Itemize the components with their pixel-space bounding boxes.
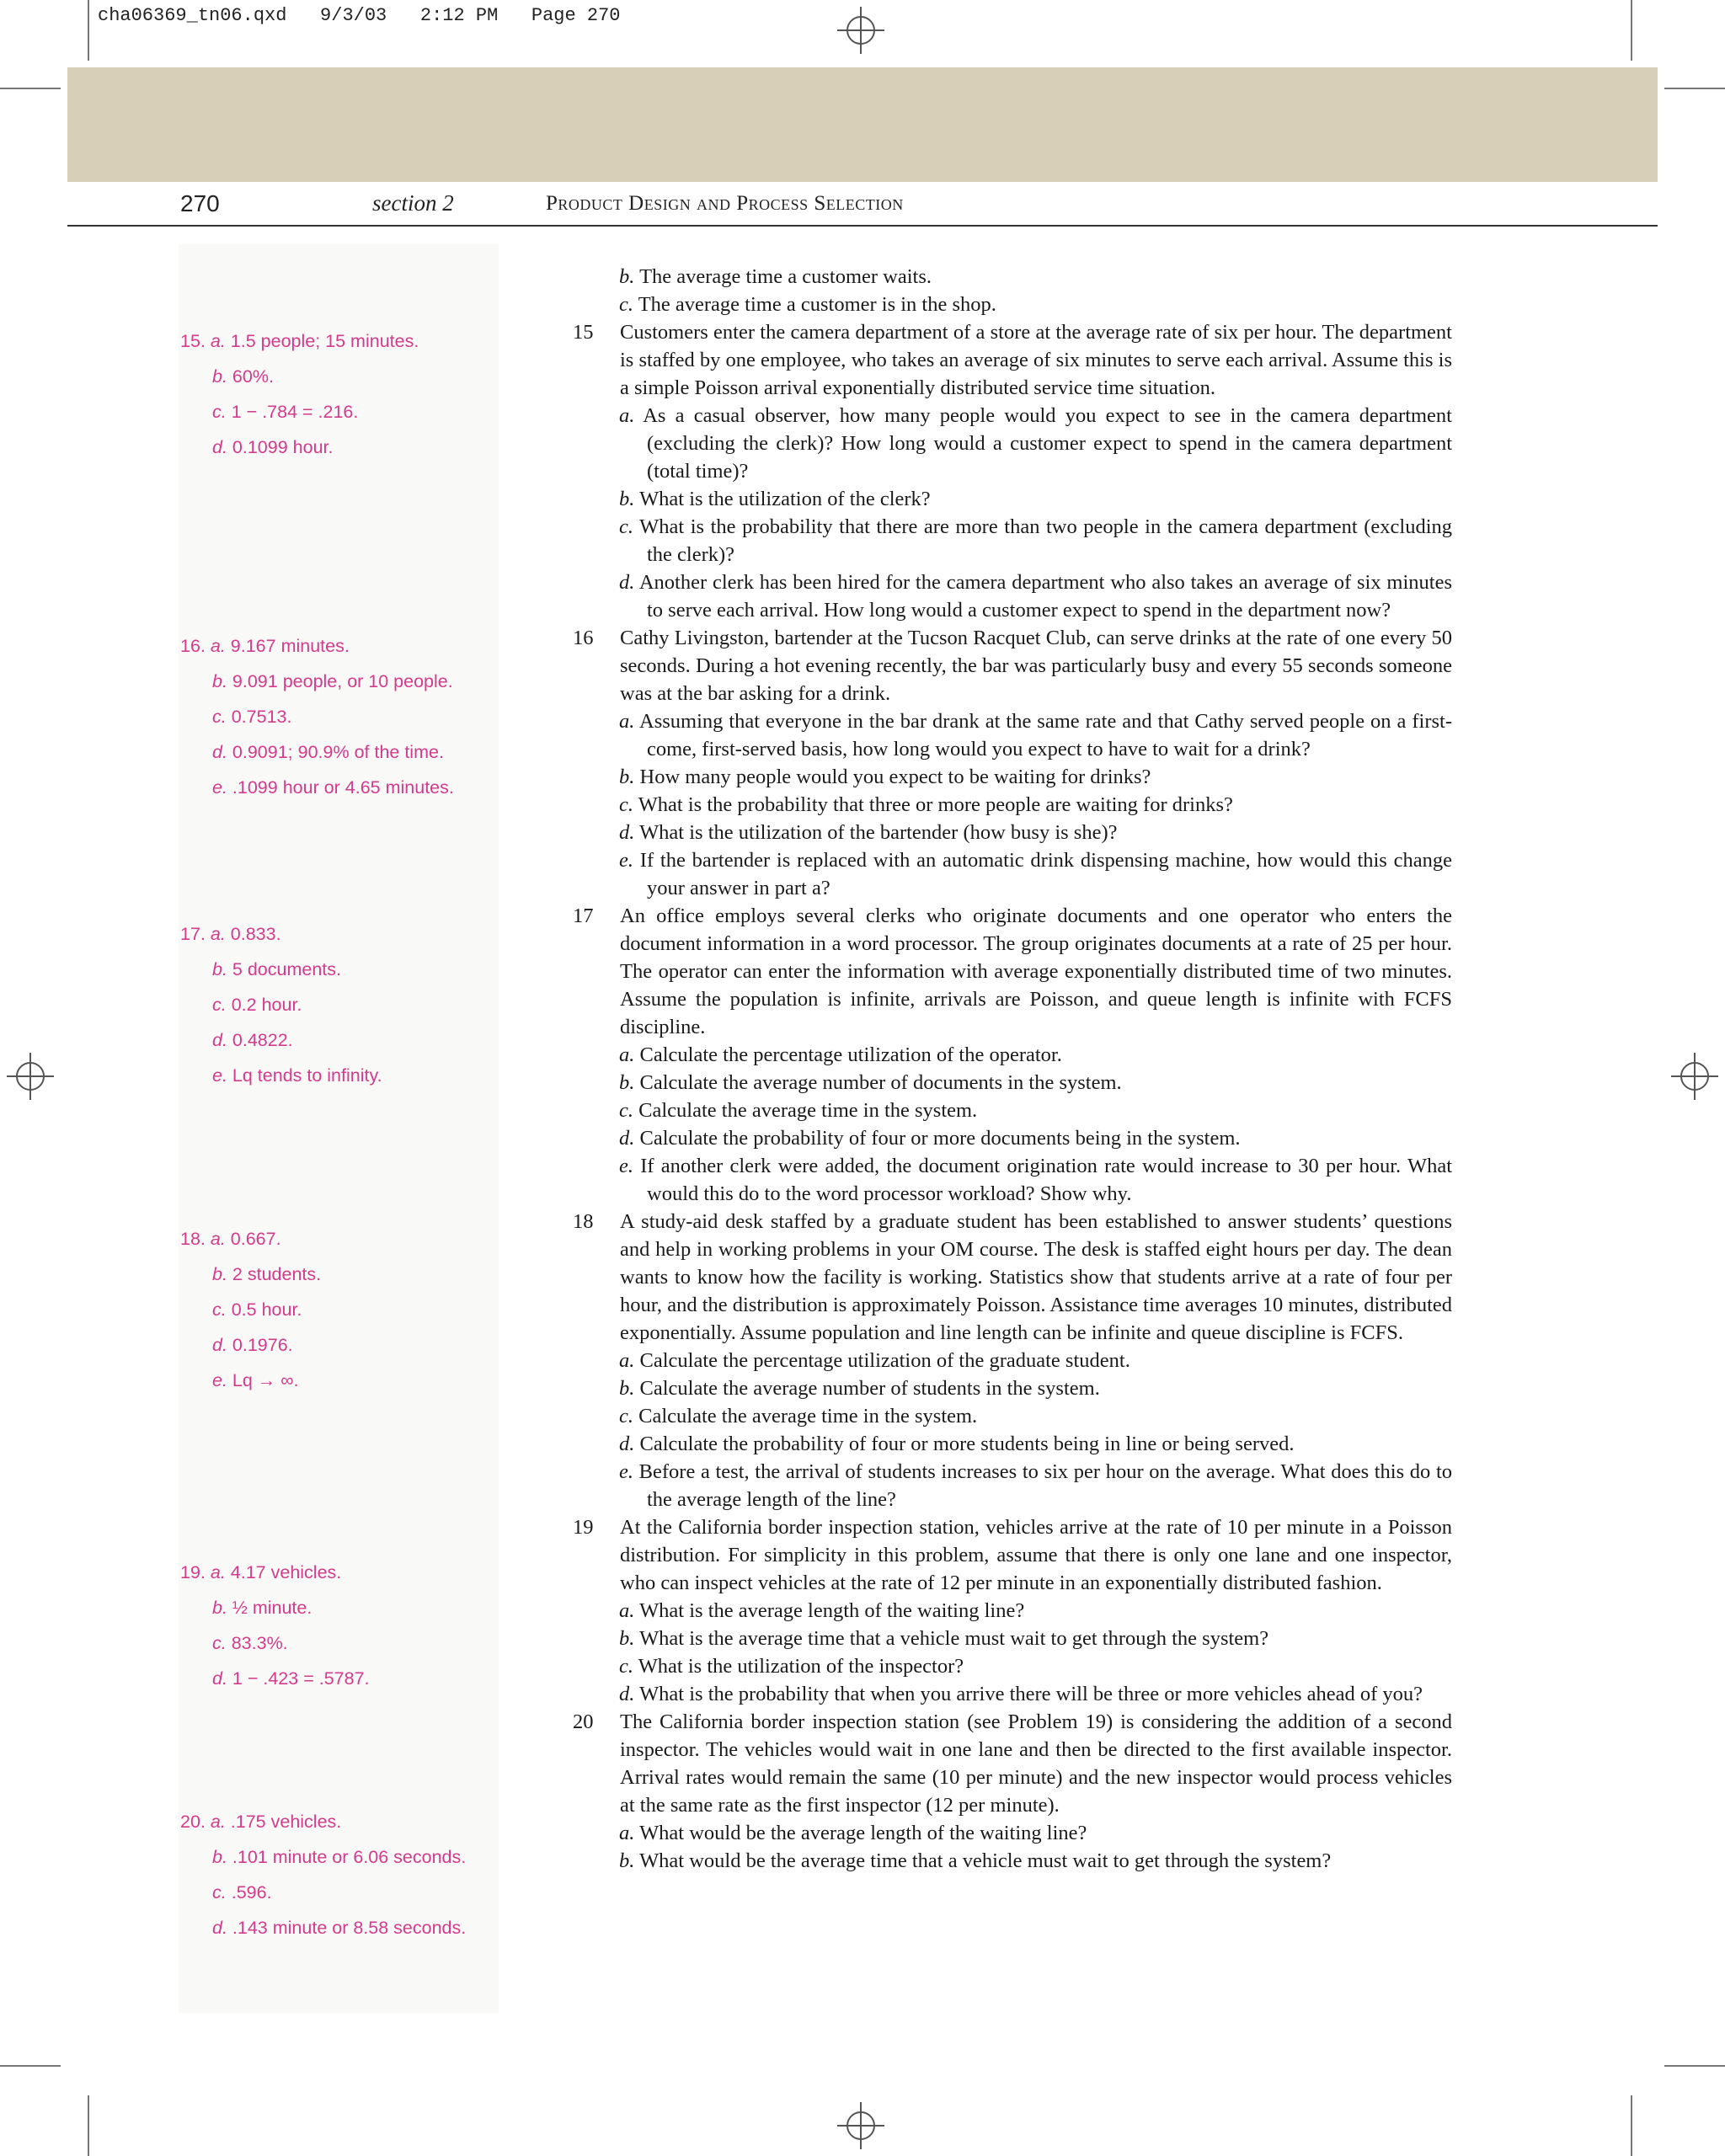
answer-text: Lq tends to infinity. bbox=[232, 1065, 382, 1086]
answer-line bbox=[180, 1661, 500, 1696]
problem-17 bbox=[571, 902, 1452, 1041]
answer-line bbox=[180, 1590, 500, 1625]
part-item bbox=[571, 402, 1452, 485]
part-item bbox=[571, 513, 1452, 568]
part-item bbox=[571, 1458, 1452, 1513]
answer-number: 19. bbox=[180, 1562, 206, 1582]
answer-margin bbox=[179, 244, 499, 2013]
part-label: a. bbox=[619, 1349, 635, 1372]
part-text: Calculate the average number of students in the system. bbox=[639, 1377, 1100, 1400]
registration-mark-icon bbox=[837, 2102, 884, 2149]
crop-mark bbox=[0, 88, 61, 89]
part-label: b. bbox=[619, 265, 635, 288]
problem-20 bbox=[571, 1708, 1452, 1819]
part-label: c. bbox=[619, 1099, 633, 1122]
part-text: The average time a customer waits. bbox=[639, 265, 932, 288]
answer-number: 20. bbox=[180, 1812, 206, 1832]
part-item bbox=[571, 707, 1452, 763]
part-label: e. bbox=[619, 1155, 633, 1177]
answer-number: 15. bbox=[180, 331, 206, 351]
part-text: Before a test, the arrival of students increases to six per hour on the average. What does this do to the average length of the line? bbox=[638, 1460, 1452, 1511]
part-item bbox=[571, 1402, 1452, 1430]
part-text: Calculate the probability of four or more documents being in the system. bbox=[639, 1127, 1241, 1150]
crop-mark bbox=[1664, 2065, 1725, 2067]
answer-line bbox=[180, 952, 500, 987]
part-label: a. bbox=[619, 404, 635, 427]
answer-line bbox=[180, 916, 500, 952]
answer-label: e. bbox=[212, 1370, 227, 1390]
answer-label: d. bbox=[212, 1335, 227, 1355]
part-text: What is the probability that three or more people are waiting for drinks? bbox=[638, 793, 1233, 816]
answer-line bbox=[180, 394, 500, 430]
problem-stem: A study-aid desk staffed by a graduate student has been established to answer students’ questions and help in working problems in your OM course. The desk is staffed eight hours per day. The dean wants to know how the facility is working. Statistics show that students arrive at a rate of four per hour, and the distribution is approximately Poisson. Assistance time averages 10 minutes, distributed exponentially. Assume population and line length can be infinite and queue discipline is FCFS. bbox=[620, 1210, 1452, 1344]
part-label: a. bbox=[619, 1822, 635, 1844]
answer-text: .175 vehicles. bbox=[230, 1812, 342, 1832]
part-text: The average time a customer is in the shop. bbox=[638, 293, 996, 316]
part-label: c. bbox=[619, 293, 633, 316]
part-item bbox=[571, 568, 1452, 624]
answer-number: 18. bbox=[180, 1229, 206, 1249]
answer-number: 17. bbox=[180, 924, 206, 944]
part-text: Calculate the average time in the system. bbox=[638, 1405, 978, 1428]
answer-line bbox=[180, 1327, 500, 1363]
answer-label: d. bbox=[212, 1030, 227, 1050]
registration-mark-icon bbox=[837, 7, 884, 54]
answer-label: a. bbox=[210, 1562, 226, 1582]
answer-text: 5 documents. bbox=[232, 959, 341, 979]
part-label: e. bbox=[619, 849, 633, 872]
part-text: If the bartender is replaced with an automatic drink dispensing machine, how would this change your answer in part a? bbox=[639, 849, 1453, 899]
answer-text: 9.167 minutes. bbox=[230, 636, 350, 656]
part-text: Calculate the average time in the system. bbox=[638, 1099, 978, 1122]
answer-line bbox=[180, 1555, 500, 1590]
answer-line bbox=[180, 734, 500, 770]
answer-line bbox=[180, 430, 500, 465]
answer-text: .1099 hour or 4.65 minutes. bbox=[232, 777, 454, 798]
running-head: Product Design and Process Selection bbox=[546, 192, 904, 215]
part-item bbox=[571, 291, 1452, 318]
answer-text: 0.667. bbox=[230, 1229, 281, 1249]
part-label: b. bbox=[619, 1627, 635, 1650]
problem-text bbox=[571, 263, 1452, 1875]
answer-text: 4.17 vehicles. bbox=[230, 1562, 342, 1582]
answer-line bbox=[180, 359, 500, 394]
problem-stem: The California border inspection station (see Problem 19) is considering the addition of a second inspector. The vehicles would wait in one lane and then be directed to the first available inspector. Arrival rates would remain the same (10 per minute) and the new inspector would process vehicles at the same rate as the first inspector (12 per minute). bbox=[620, 1710, 1452, 1817]
answer-text: 60%. bbox=[232, 366, 274, 387]
answer-label: e. bbox=[212, 777, 227, 798]
answer-text: 0.2 hour. bbox=[231, 995, 302, 1015]
answer-label: e. bbox=[212, 1065, 227, 1086]
crop-mark bbox=[1631, 2095, 1632, 2156]
answer-label: c. bbox=[212, 707, 227, 727]
problem-number: 19 bbox=[573, 1516, 594, 1539]
part-item bbox=[571, 1041, 1452, 1069]
part-text: What is the probability that when you arrive there will be three or more vehicles ahead of you? bbox=[639, 1683, 1423, 1705]
answer-text: 1 − .784 = .216. bbox=[231, 402, 359, 422]
answer-text: 1 − .423 = .5787. bbox=[232, 1668, 370, 1689]
registration-mark-icon bbox=[1671, 1053, 1718, 1100]
answer-label: a. bbox=[210, 924, 226, 944]
part-text: Calculate the average number of documents in the system. bbox=[639, 1071, 1122, 1094]
problem-list bbox=[571, 318, 1452, 1875]
answer-label: c. bbox=[212, 1882, 227, 1903]
answer-line bbox=[180, 1804, 500, 1839]
part-label: c. bbox=[619, 1405, 633, 1428]
part-label: b. bbox=[619, 766, 635, 788]
part-item bbox=[571, 1347, 1452, 1374]
problem-stem: Cathy Livingston, bartender at the Tucson Racquet Club, can serve drinks at the rate of one every 50 seconds. During a hot evening recently, the bar was particularly busy and every 55 seconds someone was at the bar asking for a drink. bbox=[620, 627, 1452, 705]
answer-text: .143 minute or 8.58 seconds. bbox=[232, 1918, 467, 1938]
part-text: What is the probability that there are more than two people in the camera department (excluding the clerk)? bbox=[639, 515, 1452, 566]
header-rule bbox=[67, 225, 1658, 227]
answer-number: 16. bbox=[180, 636, 206, 656]
crop-mark bbox=[88, 0, 89, 61]
part-text: What is the utilization of the bartender (how busy is she)? bbox=[639, 821, 1118, 844]
part-text: What is the average length of the waiting line? bbox=[639, 1599, 1025, 1622]
answer-label: a. bbox=[210, 1229, 226, 1249]
answer-label: d. bbox=[212, 1668, 227, 1689]
part-label: d. bbox=[619, 821, 635, 844]
answer-text: 0.9091; 90.9% of the time. bbox=[232, 742, 444, 762]
answer-line bbox=[180, 987, 500, 1022]
part-text: Calculate the percentage utilization of the operator. bbox=[639, 1043, 1062, 1066]
answer-label: c. bbox=[212, 402, 227, 422]
answer-line bbox=[180, 1221, 500, 1257]
answer-label: b. bbox=[212, 1598, 227, 1618]
part-text: Calculate the probability of four or more students being in line or being served. bbox=[639, 1433, 1295, 1455]
part-text: Assuming that everyone in the bar drank at the same rate and that Cathy served people on a first-come, first-served basis, how long would you expect to have to wait for a drink? bbox=[639, 710, 1452, 760]
part-label: d. bbox=[619, 571, 635, 594]
answer-label: c. bbox=[212, 995, 227, 1015]
answer-line bbox=[180, 699, 500, 734]
part-text: Calculate the percentage utilization of the graduate student. bbox=[639, 1349, 1130, 1372]
answer-line bbox=[180, 1022, 500, 1058]
part-item bbox=[571, 1847, 1452, 1875]
part-item bbox=[571, 1152, 1452, 1208]
answer-text: 0.5 hour. bbox=[231, 1299, 302, 1320]
part-item bbox=[571, 1625, 1452, 1652]
problem-number: 18 bbox=[573, 1210, 594, 1233]
part-item bbox=[571, 1069, 1452, 1097]
header-band bbox=[67, 67, 1658, 182]
problem-15 bbox=[571, 318, 1452, 402]
part-item bbox=[571, 1124, 1452, 1152]
problem-number: 15 bbox=[573, 321, 594, 344]
answer-text: Lq → ∞. bbox=[232, 1370, 299, 1390]
part-text: If another clerk were added, the document origination rate would increase to 30 per hour. What would this do to the word processor workload? Show why. bbox=[640, 1155, 1453, 1205]
part-item bbox=[571, 263, 1452, 291]
answer-line bbox=[180, 323, 500, 359]
part-label: b. bbox=[619, 1071, 635, 1094]
answer-line bbox=[180, 1257, 500, 1292]
crop-mark bbox=[88, 2095, 89, 2156]
part-text: What would be the average time that a vehicle must wait to get through the system? bbox=[639, 1849, 1332, 1872]
part-label: b. bbox=[619, 488, 635, 510]
problem-number: 17 bbox=[573, 905, 594, 927]
problem-stem: At the California border inspection station, vehicles arrive at the rate of 10 per minute in a Poisson distribution. For simplicity in this problem, assume that there is only one lane and one inspector, who can inspect vehicles at the rate of 12 per minute in an exponentially distributed fashion. bbox=[620, 1516, 1452, 1594]
part-label: a. bbox=[619, 1043, 635, 1066]
answer-label: d. bbox=[212, 742, 227, 762]
answer-text: 0.4822. bbox=[232, 1030, 293, 1050]
answer-text: 9.091 people, or 10 people. bbox=[232, 671, 453, 691]
part-label: b. bbox=[619, 1377, 635, 1400]
part-item bbox=[571, 791, 1452, 819]
answer-text: 0.7513. bbox=[231, 707, 292, 727]
answer-label: c. bbox=[212, 1633, 227, 1653]
answer-block-18 bbox=[180, 1221, 500, 1398]
problem-18 bbox=[571, 1208, 1452, 1347]
part-text: What would be the average length of the waiting line? bbox=[639, 1822, 1087, 1844]
registration-mark-icon bbox=[7, 1053, 54, 1100]
answer-line bbox=[180, 664, 500, 699]
answer-label: b. bbox=[212, 1264, 227, 1284]
part-text: Another clerk has been hired for the camera department who also takes an average of six minutes to serve each arrival. How long would a customer expect to spend in the department now? bbox=[638, 571, 1452, 622]
part-item bbox=[571, 846, 1452, 902]
answer-label: b. bbox=[212, 366, 227, 387]
answer-text: .596. bbox=[231, 1882, 272, 1903]
part-label: c. bbox=[619, 793, 633, 816]
part-label: e. bbox=[619, 1460, 633, 1483]
part-item bbox=[571, 763, 1452, 791]
problem-19 bbox=[571, 1513, 1452, 1597]
answer-label: d. bbox=[212, 1918, 227, 1938]
answer-text: 83.3%. bbox=[231, 1633, 288, 1653]
file-slug: cha06369_tn06.qxd 9/3/03 2:12 PM Page 270 bbox=[98, 5, 621, 26]
answer-block-19 bbox=[180, 1555, 500, 1696]
answer-line bbox=[180, 1058, 500, 1093]
answer-label: a. bbox=[210, 1812, 226, 1832]
part-text: What is the utilization of the clerk? bbox=[639, 488, 931, 510]
answer-line bbox=[180, 1625, 500, 1661]
crop-mark bbox=[0, 2065, 61, 2067]
crop-mark bbox=[1631, 0, 1632, 61]
answer-label: b. bbox=[212, 671, 227, 691]
problem-number: 16 bbox=[573, 627, 594, 649]
answer-line bbox=[180, 1292, 500, 1327]
part-item bbox=[571, 819, 1452, 846]
answer-block-20 bbox=[180, 1804, 500, 1945]
problem-16 bbox=[571, 624, 1452, 707]
part-label: a. bbox=[619, 1599, 635, 1622]
answer-line bbox=[180, 1839, 500, 1875]
part-text: How many people would you expect to be waiting for drinks? bbox=[639, 766, 1151, 788]
answer-label: a. bbox=[210, 331, 226, 351]
answer-line bbox=[180, 1910, 500, 1945]
answer-label: a. bbox=[210, 636, 226, 656]
part-item bbox=[571, 1652, 1452, 1680]
problem-stem: An office employs several clerks who originate documents and one operator who enters the document information in a word processor. The group originates documents at a rate of 25 per hour. The operator can enter the information with average exponentially distributed time of two minutes. Assume the population is infinite, arrivals are Poisson, and queue length is infinite with FCFS discipline. bbox=[620, 905, 1452, 1038]
part-label: c. bbox=[619, 515, 633, 538]
answer-text: .101 minute or 6.06 seconds. bbox=[232, 1847, 467, 1867]
answer-text: ½ minute. bbox=[232, 1598, 312, 1618]
answer-text: 2 students. bbox=[232, 1264, 322, 1284]
part-label: d. bbox=[619, 1683, 635, 1705]
answer-text: 1.5 people; 15 minutes. bbox=[230, 331, 419, 351]
answer-label: d. bbox=[212, 437, 227, 457]
part-text: What is the average time that a vehicle must wait to get through the system? bbox=[639, 1627, 1269, 1650]
part-label: d. bbox=[619, 1433, 635, 1455]
part-item bbox=[571, 1374, 1452, 1402]
problem-stem: Customers enter the camera department of a store at the average rate of six per hour. The department is staffed by one employee, who takes an average of six minutes to serve each arrival. Assume this is a simple Poisson arrival exponentially distributed service time situation. bbox=[620, 321, 1452, 399]
problem-number: 20 bbox=[573, 1710, 594, 1733]
answer-block-16 bbox=[180, 628, 500, 805]
part-item bbox=[571, 1819, 1452, 1847]
answer-block-17 bbox=[180, 916, 500, 1093]
part-label: a. bbox=[619, 710, 635, 733]
part-label: c. bbox=[619, 1655, 633, 1678]
answer-text: 0.1099 hour. bbox=[232, 437, 334, 457]
answer-line bbox=[180, 628, 500, 664]
part-label: b. bbox=[619, 1849, 635, 1872]
part-item bbox=[571, 1097, 1452, 1124]
part-label: d. bbox=[619, 1127, 635, 1150]
section-label: section 2 bbox=[372, 190, 454, 216]
answer-block-15 bbox=[180, 323, 500, 465]
part-item bbox=[571, 1597, 1452, 1625]
answer-label: b. bbox=[212, 959, 227, 979]
part-text: What is the utilization of the inspector? bbox=[638, 1655, 964, 1678]
part-text: As a casual observer, how many people would you expect to see in the camera department (excluding the clerk)? How long would a customer expect to spend in the camera department (total time)? bbox=[643, 404, 1452, 483]
answer-label: b. bbox=[212, 1847, 227, 1867]
part-item bbox=[571, 1680, 1452, 1708]
answer-text: 0.833. bbox=[230, 924, 281, 944]
part-item bbox=[571, 485, 1452, 513]
crop-mark bbox=[1664, 88, 1725, 89]
answer-line bbox=[180, 1875, 500, 1910]
page-number: 270 bbox=[180, 190, 220, 216]
answer-line bbox=[180, 770, 500, 805]
answer-text: 0.1976. bbox=[232, 1335, 293, 1355]
part-item bbox=[571, 1430, 1452, 1458]
answer-line bbox=[180, 1363, 500, 1398]
answer-label: c. bbox=[212, 1299, 227, 1320]
